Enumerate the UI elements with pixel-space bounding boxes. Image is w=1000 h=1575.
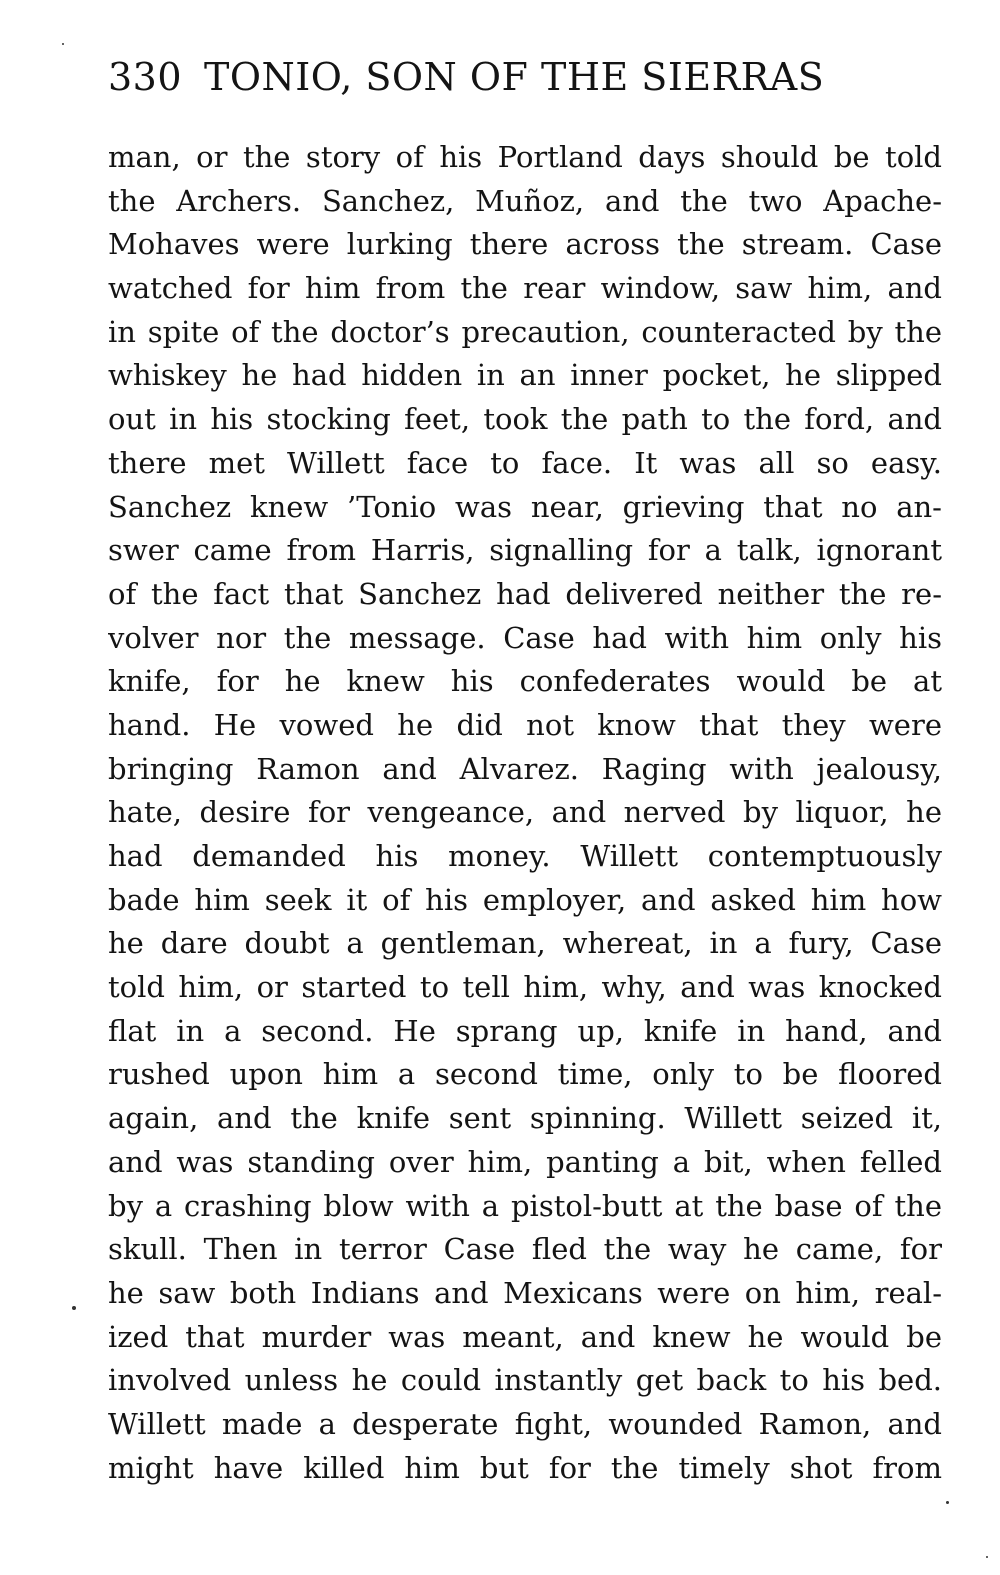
text-line: flat in a second. He sprang up, knife in hand, and [108,1013,942,1048]
text-line: whiskey he had hidden in an inner pocket, he slipped [108,358,942,393]
text-line: bade him seek it of his employer, and asked him how [108,882,942,917]
text-line: hand. He vowed he did not know that they were [108,707,942,742]
text-line: knife, for he knew his confederates would be at [108,664,942,699]
text-line: might have killed him but for the timely shot from [108,1450,942,1485]
text-line: hate, desire for vengeance, and nerved by liquor, he [108,795,942,830]
text-line: he saw both Indians and Mexicans were on him, real- [108,1275,942,1310]
text-line: swer came from Harris, signalling for a talk, ignorant [108,533,942,568]
book-title: TONIO, SON OF THE SIERRAS [204,55,825,99]
text-line: the Archers. Sanchez, Muñoz, and the two Apache- [108,183,942,218]
text-line: Sanchez knew ’Tonio was near, grieving that no an- [108,489,942,524]
text-line: watched for him from the rear window, saw him, and [108,271,942,306]
text-line: rushed upon him a second time, only to be floored [108,1057,942,1092]
running-head [108,52,888,102]
scan-speck [946,1501,949,1504]
text-line: man, or the story of his Portland days should be told [108,140,942,174]
text-line: told him, or started to tell him, why, and was knocked [108,970,942,1005]
text-line: in spite of the doctor’s precaution, counteracted by the [108,314,942,349]
text-line: had demanded his money. Willett contemptuously [108,839,942,873]
text-line: there met Willett face to face. It was all so easy. [108,445,942,480]
scan-speck [62,43,64,45]
text-line: bringing Ramon and Alvarez. Raging with jealousy, [108,751,942,786]
text-line: he dare doubt a gentleman, whereat, in a fury, Case [108,926,942,961]
page-number: 330 [108,55,183,99]
text-line: skull. Then in terror Case fled the way he came, for [108,1232,942,1267]
text-line: out in his stocking feet, took the path to the ford, and [108,402,942,437]
text-line: again, and the knife sent spinning. Willett seized it, [108,1101,942,1136]
text-line: volver nor the message. Case had with him only his [108,620,942,655]
scan-speck [986,1556,988,1558]
text-line: Mohaves were lurking there across the stream. Case [108,227,942,262]
text-line: ized that murder was meant, and knew he would be [108,1319,942,1354]
text-line: and was standing over him, panting a bit, when felled [108,1144,942,1179]
text-line: of the fact that Sanchez had delivered neither the re- [108,576,942,611]
text-line: Willett made a desperate fight, wounded Ramon, and [108,1406,942,1441]
scan-speck [72,1306,76,1310]
body-text [108,136,942,1490]
text-line: involved unless he could instantly get back to his bed. [108,1363,942,1398]
text-line: by a crashing blow with a pistol-butt at the base of the [108,1188,942,1223]
